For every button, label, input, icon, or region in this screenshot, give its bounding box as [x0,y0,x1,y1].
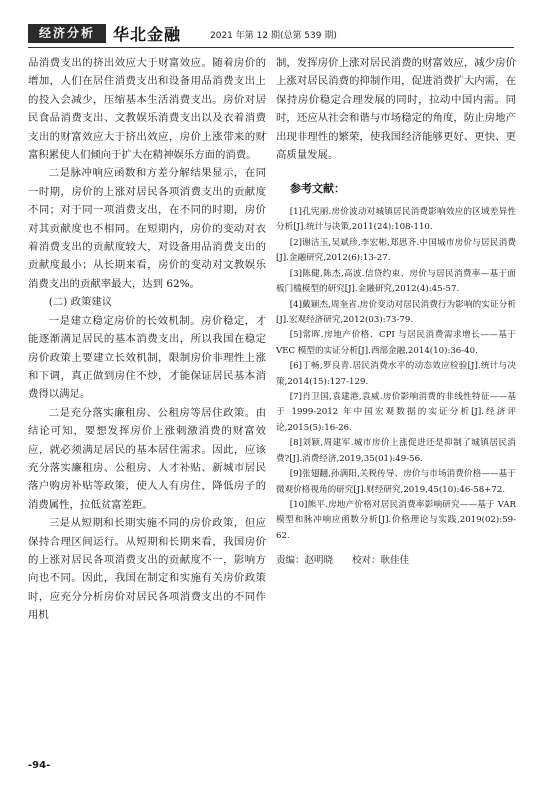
page-number: -94- [28,760,51,771]
reference-item: [4]戴颖杰,周奎省.房价变动对居民消费行为影响的实证分析[J].宏观经济研究,2012(03):73-79. [276,299,516,325]
paragraph: 制，发挥房价上涨对居民消费的财富效应，减少房价上涨对居民消费的抑制作用，促进消费扩大内需，在保持房价稳定合理发展的同时，拉动中国内需。同时，还应从社会和谐与市场稳定的角度，防止房地产出现非理性的繁荣，使我国经济能够更好、更快、更高质量发展。 [276,57,516,162]
reference-item: [1]孔宪丽.房价波动对城镇居民消费影响效应的区域差异性分析[J].统计与决策,2011(24):108-110. [276,206,516,233]
reference-item: [10]熊平.房地产价格对居民消费率影响研究——基于 VAR 模型和脉冲响应函数分析[J].价格理论与实践,2019(02):59-62. [276,500,516,541]
paragraph: 二是充分落实廉租房、公租房等居住政策。由结论可知，要想发挥房价上涨刺激消费的财富效应，就必须满足居民的基本居住需求。因此，应该充分落实廉租房、公租房、人才补贴、新城市居民落户购房补贴等政策，使人人有房住，降低房子的消费属性，拉低贫富差距。 [28,406,266,511]
section-subheading: (二) 政策建议 [48,296,113,309]
reference-item: [5]常晖.房地产价格、CPI 与居民消费需求增长——基于 VEC 模型的实证分析[J].西部金融,2014(10):36-40. [276,330,516,356]
right-column [276,54,516,570]
header-rule [28,47,514,48]
editor-credit: 责编：赵明晓 校对：耿佳佳 [276,554,410,566]
section-tag: 经济分析 [28,24,106,43]
reference-item: [3]陈健,陈杰,高波.信贷约束、房价与居民消费率—基于面板门槛模型的研究[J].金融研究,2012(4):45-57. [276,268,516,294]
journal-brand-logo: 华北金融 [113,25,182,44]
references-title: 参考文献： [290,182,345,196]
paragraph: 品消费支出的挤出效应大于财富效应。随着房价的增加，人们在居住消费支出和设备用品消费支出上的投入会减少，压缩基本生活消费支出。房价对居民食品消费支出、文教娱乐消费支出以及衣着消费支出的财富效应大于挤出效应，房价上涨带来的财富积累使人们倾向于扩大在精神娱乐方面的消费。 [28,57,266,162]
paragraph: 一是建立稳定房价的长效机制。房价稳定，才能逐渐满足居民的基本消费支出，所以我国在稳定房价政策上要建立长效机制，限制房价非理性上涨和下调，真正做到房住不炒，才能保证居民基本消费得以满足。 [28,314,266,401]
paragraph: 二是脉冲响应函数和方差分解结果显示，在同一时期，房价的上涨对居民各项消费支出的贡献度不同；对于同一项消费支出，在不同的时期，房价对其贡献度也不相同。在短期内，房价的变动对衣着消费支出的贡献度较大，对设备用品消费支出的贡献度最小；从长期来看，房价的变动对文教娱乐消费支出的贡献率最大，达到 62%。 [28,167,266,290]
reference-item: [7]肖卫国,袁建港,袁威.房价影响消费的非线性特征——基于 1999-2012 年中国宏观数据的实证分析[J].经济评论,2015(5):16-26. [276,392,516,433]
reference-item: [9]张翅翻,孙满阳,关税传导、房价与市场消费价格——基于微观价格视角的研究[J].财经研究,2019,45(10):46-58+72. [276,469,516,495]
reference-item: [8]刘颖,周建军.城市房价上涨促进还是抑制了城镇居民消费?[J].消费经济,2019,35(01):49-56. [276,438,516,464]
left-column [28,54,266,625]
reference-item: [2]谢洁玉,吴斌珍,李宏彬,郑思齐.中国城市房价与居民消费[J].金融研究,2012(6):13-27. [276,237,516,263]
issue-info: 2021 年第 12 期(总第 539 期) [210,31,337,41]
page-header [28,21,514,47]
reference-item: [6]丁畅,罗良青.居民消费水平的动态效应检验[J].统计与决策,2014(15):127-129. [276,361,516,387]
references-list [276,205,516,544]
paragraph: 三是从短期和长期实施不同的房价政策，但应保持合理区间运行。从短期和长期来看，我国房价的上涨对居民各项消费支出的贡献度不一，影响方向也不同。因此，我国在制定和实施有关房价政策时，应充分分析房价对居民各项消费支出的不同作用机 [28,517,266,622]
